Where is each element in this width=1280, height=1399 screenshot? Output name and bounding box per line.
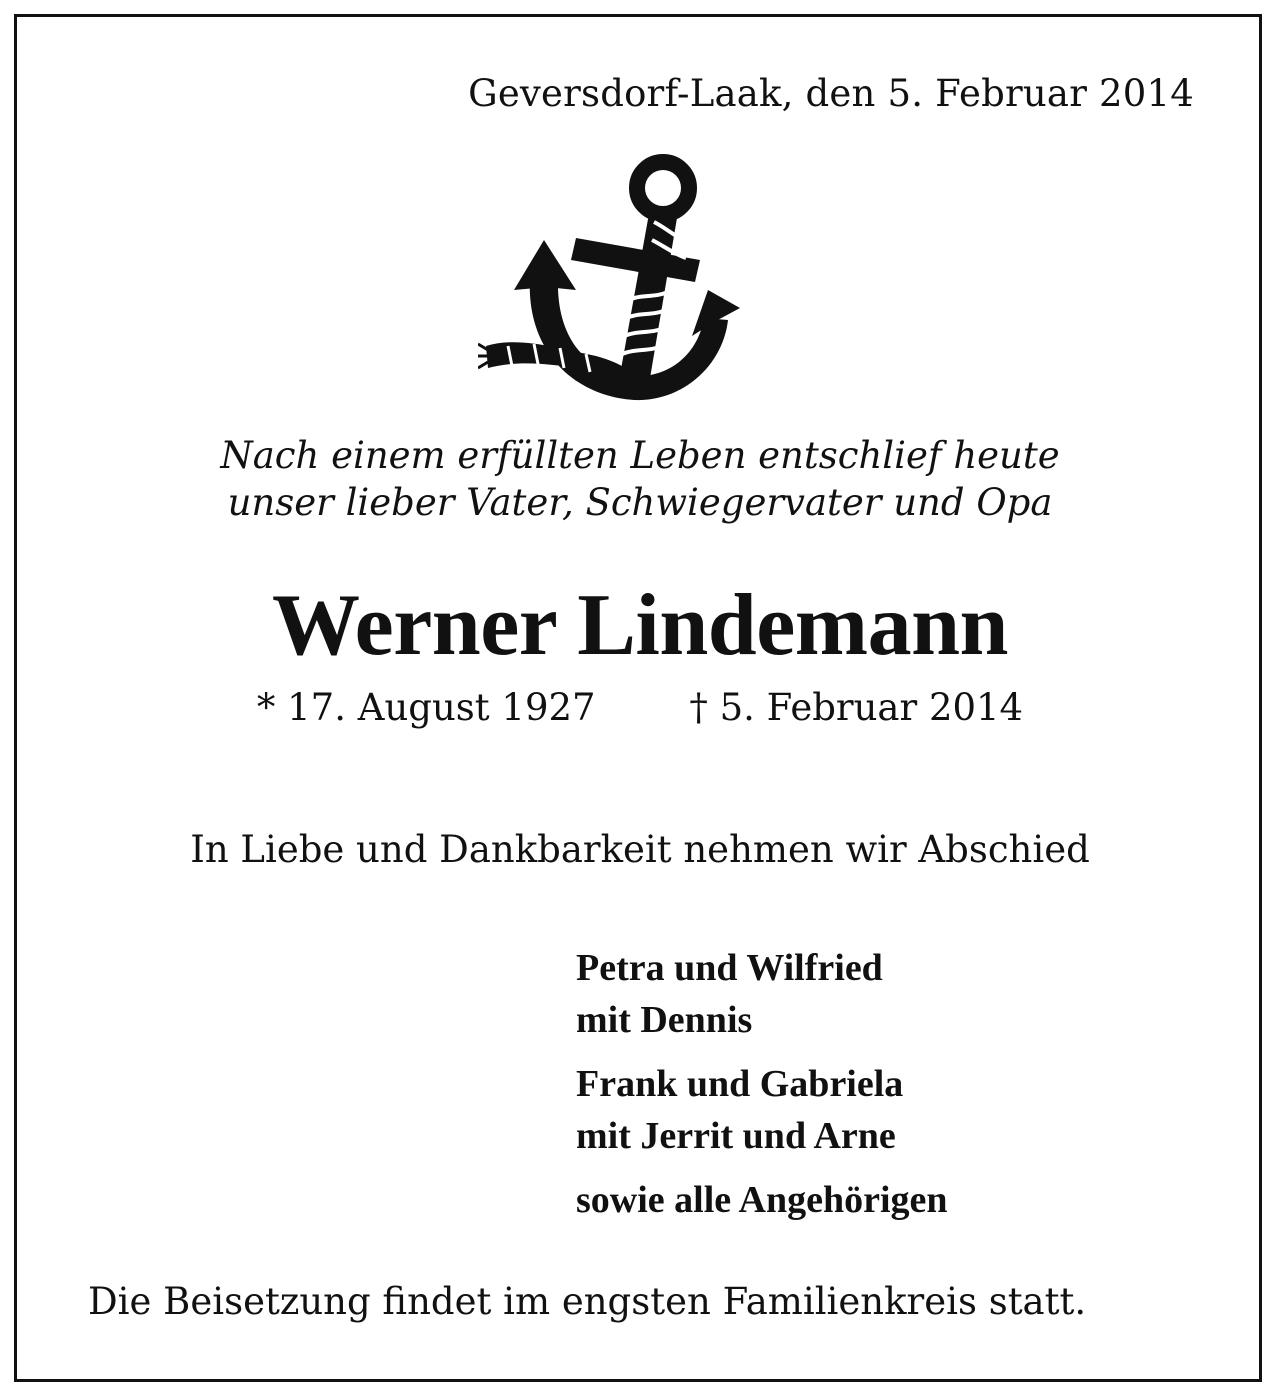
mourner-line: Frank und Gabriela [576,1063,904,1105]
deceased-name: Werner Lindemann [271,577,1008,674]
mourner-group [576,942,948,1046]
mourner-group [576,1058,948,1162]
farewell-text: In Liebe und Dankbarkeit nehmen wir Abschied [190,828,1090,871]
mourners-list [576,942,948,1238]
death-date: † 5. Februar 2014 [689,686,1024,729]
mourner-line: Petra und Wilfried [576,947,883,989]
place-and-date: Geversdorf-Laak, den 5. Februar 2014 [468,72,1194,115]
intro-line: unser lieber Vater, Schwiegervater und Opa [227,481,1053,524]
life-dates [0,686,1280,729]
anchor-icon [478,150,748,410]
burial-note: Die Beisetzung findet im engsten Familienkreis statt. [88,1280,1087,1323]
intro-line: Nach einem erfüllten Leben entschlief heute [220,434,1060,477]
mourner-group [576,1174,948,1226]
mourner-line: mit Jerrit und Arne [576,1115,896,1157]
intro-text [0,432,1280,526]
mourner-line: mit Dennis [576,999,753,1041]
birth-date: * 17. August 1927 [256,686,596,729]
mourner-line: sowie alle Angehörigen [576,1179,948,1221]
